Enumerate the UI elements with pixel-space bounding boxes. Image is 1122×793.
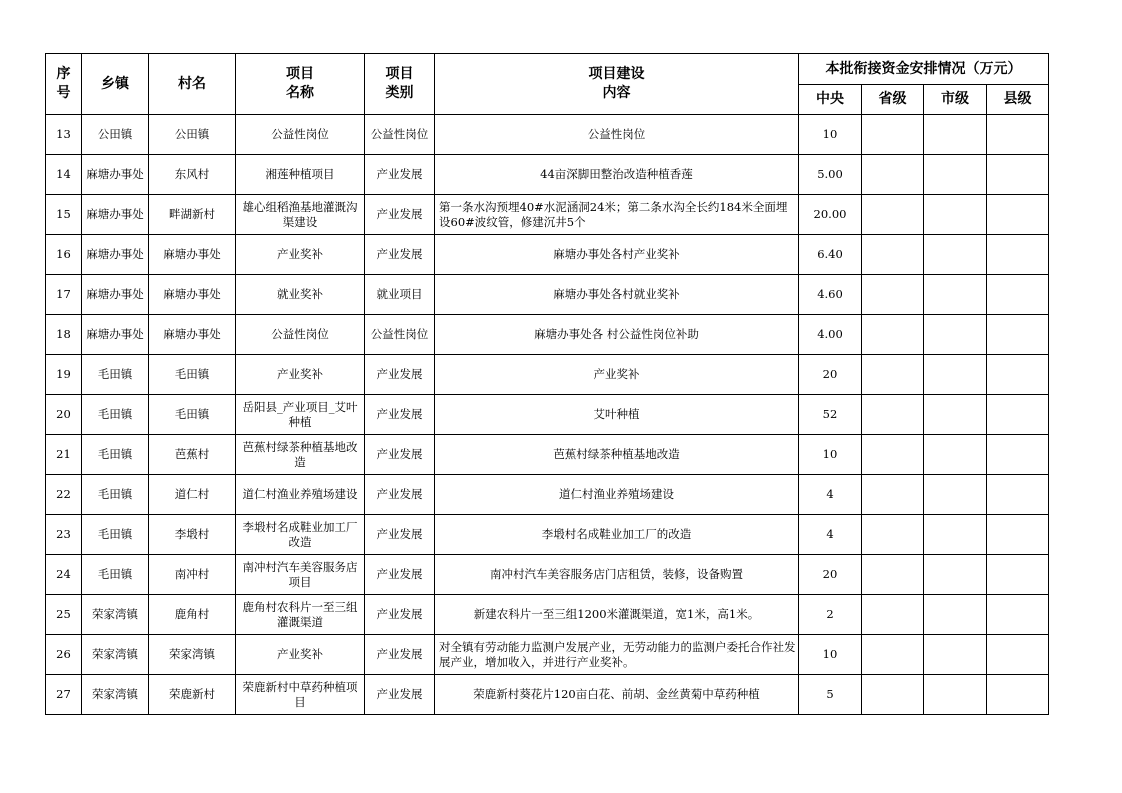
table-row [46,555,1049,595]
cell-village: 毛田镇 [149,355,236,395]
cell-province [862,475,924,515]
cell-central: 20.00 [799,195,862,235]
cell-town: 毛田镇 [82,555,149,595]
cell-content: 道仁村渔业养殖场建设 [435,475,799,515]
cell-village: 东风村 [149,155,236,195]
cell-village: 道仁村 [149,475,236,515]
table-row [46,315,1049,355]
cell-seq: 15 [46,195,82,235]
cell-project-type: 产业发展 [365,515,435,555]
cell-province [862,115,924,155]
cell-province [862,515,924,555]
cell-county [987,275,1049,315]
cell-seq: 25 [46,595,82,635]
cell-city [924,275,987,315]
cell-project-name: 湘莲种植项目 [236,155,365,195]
cell-province [862,395,924,435]
cell-content: 产业奖补 [435,355,799,395]
cell-central: 10 [799,435,862,475]
cell-seq: 13 [46,115,82,155]
cell-village: 麻塘办事处 [149,315,236,355]
cell-town: 荣家湾镇 [82,675,149,715]
cell-village: 南冲村 [149,555,236,595]
cell-content: 麻塘办事处各 村公益性岗位补助 [435,315,799,355]
cell-seq: 19 [46,355,82,395]
cell-project-name: 公益性岗位 [236,315,365,355]
cell-project-type: 产业发展 [365,235,435,275]
cell-town: 麻塘办事处 [82,155,149,195]
cell-village: 麻塘办事处 [149,235,236,275]
cell-content: 麻塘办事处各村产业奖补 [435,235,799,275]
cell-city [924,115,987,155]
cell-province [862,635,924,675]
cell-project-name: 鹿角村农科片一至三组灌溉渠道 [236,595,365,635]
cell-village: 芭蕉村 [149,435,236,475]
table-row [46,155,1049,195]
cell-city [924,475,987,515]
cell-county [987,315,1049,355]
cell-town: 麻塘办事处 [82,195,149,235]
cell-content: 44亩深脚田整治改造种植香莲 [435,155,799,195]
cell-project-type: 产业发展 [365,635,435,675]
cell-town: 麻塘办事处 [82,275,149,315]
cell-province [862,675,924,715]
cell-seq: 23 [46,515,82,555]
cell-county [987,435,1049,475]
cell-central: 5.00 [799,155,862,195]
cell-village: 公田镇 [149,115,236,155]
cell-city [924,675,987,715]
header-project-type: 项目 类别 [365,54,435,115]
cell-central: 5 [799,675,862,715]
cell-central: 52 [799,395,862,435]
cell-county [987,595,1049,635]
cell-town: 毛田镇 [82,515,149,555]
cell-seq: 21 [46,435,82,475]
cell-city [924,435,987,475]
cell-county [987,475,1049,515]
cell-project-type: 公益性岗位 [365,315,435,355]
table-row [46,635,1049,675]
cell-village: 荣家湾镇 [149,635,236,675]
cell-town: 毛田镇 [82,355,149,395]
table-row [46,395,1049,435]
cell-central: 2 [799,595,862,635]
cell-central: 4.00 [799,315,862,355]
cell-project-type: 产业发展 [365,435,435,475]
cell-town: 麻塘办事处 [82,235,149,275]
header-seq: 序 号 [46,54,82,115]
cell-project-name: 公益性岗位 [236,115,365,155]
cell-town: 荣家湾镇 [82,635,149,675]
cell-project-name: 荣鹿新村中草药种植项目 [236,675,365,715]
cell-town: 荣家湾镇 [82,595,149,635]
cell-content: 新建农科片一至三组1200米灌溉渠道，宽1米，高1米。 [435,595,799,635]
cell-project-name: 芭蕉村绿茶种植基地改造 [236,435,365,475]
cell-seq: 22 [46,475,82,515]
header-project-name: 项目 名称 [236,54,365,115]
cell-county [987,515,1049,555]
table-row [46,275,1049,315]
cell-county [987,355,1049,395]
cell-content: 芭蕉村绿茶种植基地改造 [435,435,799,475]
table-row [46,595,1049,635]
table-row [46,475,1049,515]
cell-village: 毛田镇 [149,395,236,435]
cell-central: 6.40 [799,235,862,275]
cell-project-type: 产业发展 [365,395,435,435]
cell-central: 10 [799,635,862,675]
cell-project-name: 产业奖补 [236,355,365,395]
cell-seq: 24 [46,555,82,595]
header-county: 县级 [987,85,1049,115]
header-village: 村名 [149,54,236,115]
cell-content: 南冲村汽车美容服务店门店租赁，装修，设备购置 [435,555,799,595]
funding-table-sheet [45,53,1049,715]
table-row [46,115,1049,155]
cell-province [862,195,924,235]
cell-central: 4 [799,475,862,515]
header-funding-group: 本批衔接资金安排情况（万元） [799,54,1049,85]
cell-content: 荣鹿新村葵花片120亩白花、前胡、金丝黄菊中草药种植 [435,675,799,715]
cell-content: 第一条水沟预埋40#水泥涵洞24米；第二条水沟全长约184米全面埋设60#波纹管，修建沉井5个 [435,195,799,235]
cell-city [924,515,987,555]
cell-town: 毛田镇 [82,395,149,435]
cell-content: 对全镇有劳动能力监测户发展产业，无劳动能力的监测户委托合作社发展产业，增加收入，并进行产业奖补。 [435,635,799,675]
cell-project-type: 产业发展 [365,475,435,515]
cell-town: 毛田镇 [82,475,149,515]
cell-project-name: 道仁村渔业养殖场建设 [236,475,365,515]
cell-seq: 27 [46,675,82,715]
cell-project-name: 雄心组稻渔基地灌溉沟渠建设 [236,195,365,235]
cell-province [862,595,924,635]
table-row [46,675,1049,715]
cell-central: 4 [799,515,862,555]
cell-central: 10 [799,115,862,155]
table-body [46,115,1049,715]
cell-project-name: 岳阳县_产业项目_艾叶种植 [236,395,365,435]
cell-village: 荣鹿新村 [149,675,236,715]
cell-village: 畔湖新村 [149,195,236,235]
cell-seq: 26 [46,635,82,675]
cell-province [862,435,924,475]
cell-county [987,195,1049,235]
cell-city [924,595,987,635]
cell-village: 鹿角村 [149,595,236,635]
cell-county [987,155,1049,195]
cell-project-type: 产业发展 [365,595,435,635]
cell-seq: 17 [46,275,82,315]
cell-content: 李塅村名成鞋业加工厂的改造 [435,515,799,555]
cell-city [924,195,987,235]
cell-project-type: 产业发展 [365,675,435,715]
header-town: 乡镇 [82,54,149,115]
cell-county [987,635,1049,675]
header-city: 市级 [924,85,987,115]
cell-project-type: 产业发展 [365,355,435,395]
cell-central: 20 [799,355,862,395]
cell-village: 李塅村 [149,515,236,555]
cell-city [924,395,987,435]
cell-project-type: 就业项目 [365,275,435,315]
table-row [46,355,1049,395]
cell-county [987,235,1049,275]
cell-province [862,275,924,315]
cell-city [924,555,987,595]
cell-province [862,315,924,355]
cell-province [862,155,924,195]
header-province: 省级 [862,85,924,115]
cell-seq: 16 [46,235,82,275]
cell-city [924,155,987,195]
table-row [46,515,1049,555]
cell-project-type: 产业发展 [365,195,435,235]
cell-village: 麻塘办事处 [149,275,236,315]
cell-county [987,115,1049,155]
cell-content: 公益性岗位 [435,115,799,155]
cell-county [987,395,1049,435]
header-content: 项目建设 内容 [435,54,799,115]
cell-county [987,675,1049,715]
cell-county [987,555,1049,595]
table-row [46,195,1049,235]
cell-project-name: 李塅村名成鞋业加工厂改造 [236,515,365,555]
cell-town: 毛田镇 [82,435,149,475]
cell-central: 4.60 [799,275,862,315]
cell-seq: 14 [46,155,82,195]
table-row [46,435,1049,475]
table-row [46,235,1049,275]
header-central: 中央 [799,85,862,115]
cell-project-name: 就业奖补 [236,275,365,315]
cell-seq: 18 [46,315,82,355]
cell-province [862,235,924,275]
cell-project-name: 南冲村汽车美容服务店项目 [236,555,365,595]
cell-content: 艾叶种植 [435,395,799,435]
cell-city [924,635,987,675]
cell-town: 麻塘办事处 [82,315,149,355]
cell-city [924,315,987,355]
cell-city [924,235,987,275]
cell-central: 20 [799,555,862,595]
cell-province [862,555,924,595]
cell-project-name: 产业奖补 [236,235,365,275]
funding-table [45,53,1049,715]
cell-province [862,355,924,395]
cell-project-name: 产业奖补 [236,635,365,675]
cell-project-type: 公益性岗位 [365,115,435,155]
cell-seq: 20 [46,395,82,435]
cell-content: 麻塘办事处各村就业奖补 [435,275,799,315]
cell-project-type: 产业发展 [365,155,435,195]
cell-town: 公田镇 [82,115,149,155]
cell-city [924,355,987,395]
cell-project-type: 产业发展 [365,555,435,595]
